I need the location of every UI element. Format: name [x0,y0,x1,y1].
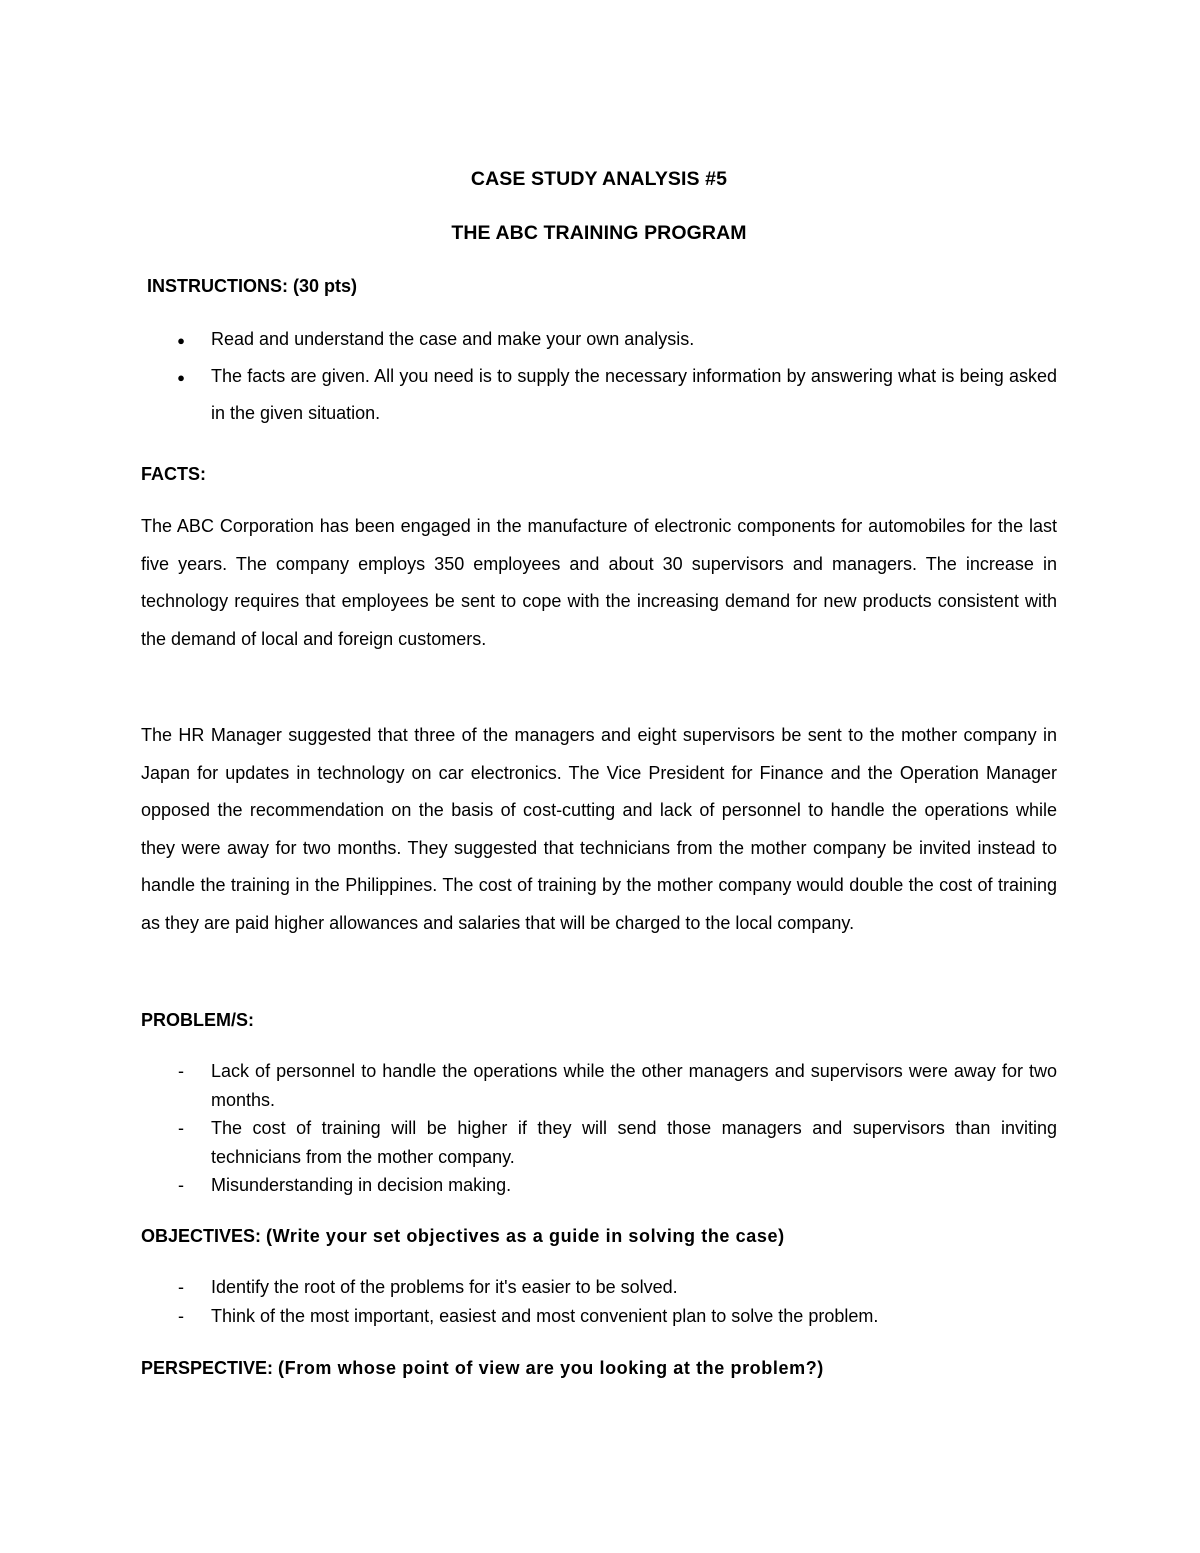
list-item [175,321,1057,358]
list-item [175,1171,1057,1200]
problems-heading: PROBLEM/S: [141,1010,255,1030]
objectives-heading [141,1226,785,1247]
facts-heading: FACTS: [141,464,206,484]
dash-marker-icon: - [178,1061,184,1081]
list-item [175,1114,1057,1171]
list-item-text: Read and understand the case and make your own analysis. [211,329,695,349]
dash-marker-icon: - [178,1118,184,1138]
list-item [175,358,1057,432]
instructions-heading: INSTRUCTIONS: (30 pts) [147,276,358,296]
dash-marker-icon: - [178,1305,184,1326]
perspective-label: PERSPECTIVE: [141,1358,274,1378]
facts-paragraph: The ABC Corporation has been engaged in the manufacture of electronic components for automobiles for the last five years. The company employs 350 employees and about 30 supervisors and managers. The increase in technology requires that employees be sent to cope with the increasing demand for new products consistent with the demand of local and foreign customers. [141,516,1057,649]
list-item [175,1057,1057,1114]
list-item [175,1302,1057,1331]
dash-marker-icon: - [178,1277,184,1297]
document-title: CASE STUDY ANALYSIS #5 [470,168,728,190]
objectives-subheading: (Write your set objectives as a guide in solving the case) [266,1226,785,1246]
perspective-subheading: (From whose point of view are you looking at the problem?) [278,1358,824,1378]
list-item-text: Identify the root of the problems for it's easier to be solved. [211,1277,678,1297]
list-item-text: Think of the most important, easiest and most convenient plan to solve the problem. [211,1305,879,1326]
document-subtitle: THE ABC TRAINING PROGRAM [451,222,747,244]
problems-list [175,1057,1057,1200]
list-item-text: The cost of training will be higher if they will send those managers and supervisors than inviting technicians from the mother company. [211,1118,1057,1167]
list-item-text: The facts are given. All you need is to supply the necessary information by answering what is being asked in the given situation. [211,366,1057,423]
bullet-icon: ● [177,333,185,348]
objectives-list [175,1273,1057,1330]
list-item-text: Lack of personnel to handle the operations while the other managers and supervisors were away for two months. [211,1061,1057,1110]
list-item [175,1273,1057,1302]
dash-marker-icon: - [178,1175,184,1195]
list-item-text: Misunderstanding in decision making. [211,1175,512,1195]
perspective-heading [141,1358,824,1379]
facts-paragraph: The HR Manager suggested that three of the managers and eight supervisors be sent to the mother company in Japan for updates in technology on car electronics. The Vice President for Finance and the Operation Manager opposed the recommendation on the basis of cost-cutting and lack of personnel to handle the operations while they were away for two months. They suggested that technicians from the mother company be invited instead to handle the training in the Philippines. The cost of training by the mother company would double the cost of training as they are paid higher allowances and salaries that will be charged to the local company. [141,725,1057,933]
instructions-list [175,321,1057,432]
objectives-label: OBJECTIVES: [141,1226,262,1246]
bullet-icon: ● [177,370,185,385]
